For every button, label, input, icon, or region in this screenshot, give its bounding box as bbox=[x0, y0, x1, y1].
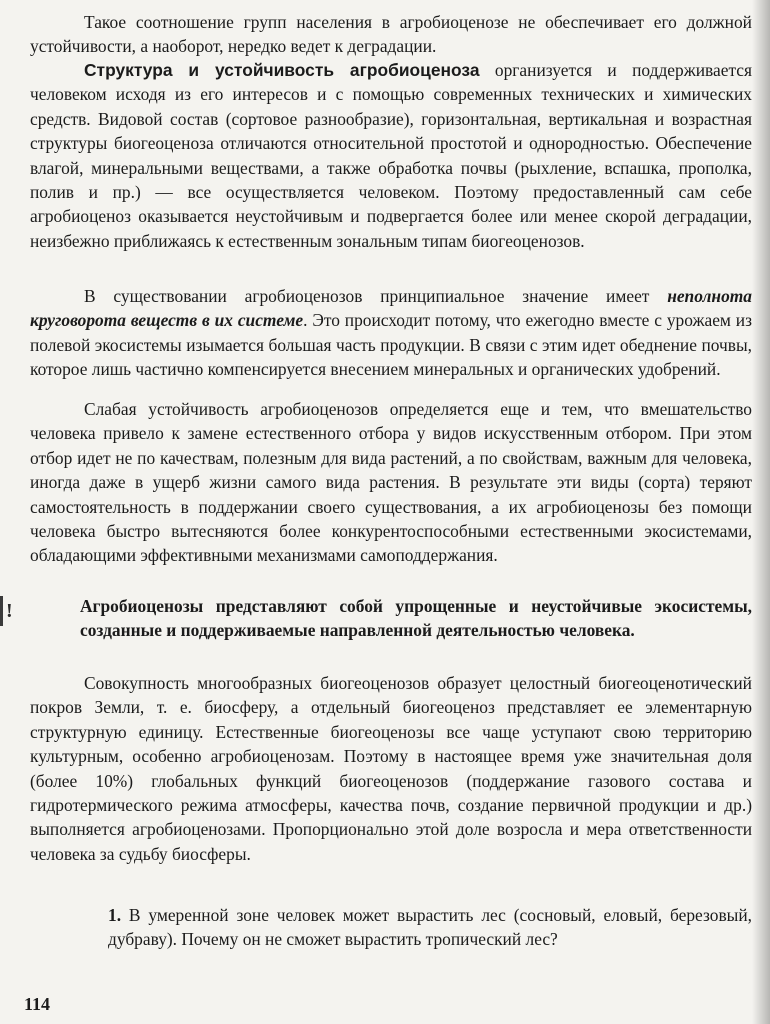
page-binding-shadow bbox=[752, 0, 770, 1024]
paragraph-3-emphasis: неполнота круговорота веществ в их системе bbox=[30, 286, 752, 331]
paragraph-1 bbox=[30, 10, 752, 59]
summary-statement bbox=[80, 594, 752, 642]
important-marker-icon: ! bbox=[0, 596, 24, 626]
paragraph-3-rest: . Это происходит потому, что ежегодно вместе с урожаем из полевой экосистемы изымается большая часть продукции. В связи с этим идет обеднение почвы, которое лишь частично компенсируется внесением минеральных и органических удобрений. bbox=[30, 310, 752, 380]
paragraph-3 bbox=[30, 284, 752, 382]
paragraph-2-text: организуется и поддерживается человеком исходя из его интересов и с помощью современных технических и химических средств. Видовой состав (сортовое разнообразие), горизонтальная, вертикальная и возрастная структуры биогеоценоза отличаются относительной простотой и однородностью. Обеспечение влагой, минеральными веществами, а также обработка почвы (рыхление, вспашка, прополка, полив и пр.) — все осуществляется человеком. Поэтому предоставленный сам себе агробиоценоз оказывается неустойчивым и подвергается более или менее скорой деградации, неизбежно приближаясь к естественным зональным типам биогеоценозов. bbox=[30, 60, 752, 251]
paragraph-4 bbox=[30, 397, 752, 568]
paragraph-5 bbox=[30, 671, 752, 866]
question-text: В умеренной зоне человек может вырастить лес (сосновый, еловый, березовый, дубраву). Почему он не сможет вырастить тропический лес? bbox=[108, 905, 752, 950]
paragraph-5-text: Совокупность многообразных биогеоценозов образует целостный биогеоценотический покров Земли, т. е. биосферу, а отдельный биогеоценоз представляет ее элементарную структурную единицу. Естественные биогеоценозы все чаще уступают свою территорию культурным, особенно агробиоценозам. Поэтому в настоящее время уже значительная доля (более 10%) глобальных функций биогеоценозов (поддержание газового состава и гидротермического режима атмосферы, качества почв, создание первичной продукции и др.) выполняется агробиоценозами. Пропорционально этой доле возросла и мера ответственности человека за судьбу биосферы. bbox=[30, 673, 752, 864]
paragraph-3-start: В существовании агробиоценозов принципиальное значение имеет bbox=[84, 286, 668, 306]
question-1 bbox=[108, 903, 752, 952]
question-number: 1. bbox=[108, 905, 122, 925]
paragraph-1-text: Такое соотношение групп населения в агробиоценозе не обеспечивает его должной устойчивости, а наоборот, нередко ведет к деградации. bbox=[30, 12, 752, 57]
paragraph-2-heading: Структура и устойчивость агробиоценоза bbox=[84, 60, 480, 80]
page-number: 114 bbox=[24, 994, 51, 1014]
paragraph-2 bbox=[30, 58, 752, 253]
summary-text: Агробиоценозы представляют собой упрощенные и неустойчивые экосистемы, созданные и поддерживаемые направленной деятельностью человека. bbox=[80, 596, 752, 641]
paragraph-4-text: Слабая устойчивость агробиоценозов определяется еще и тем, что вмешательство человека привело к замене естественного отбора у видов искусственным отбором. При этом отбор идет не по качествам, полезным для вида растений, а по свойствам, важным для человека, иногда даже в ущерб жизни самого вида растения. В результате эти виды (сорта) теряют самостоятельность в поддержании своего существования, а их агробиоценозы без помощи человека быстро вытесняются более конкурентоспособными естественными экосистемами, обладающими эффективными механизмами самоподдержания. bbox=[30, 399, 752, 566]
